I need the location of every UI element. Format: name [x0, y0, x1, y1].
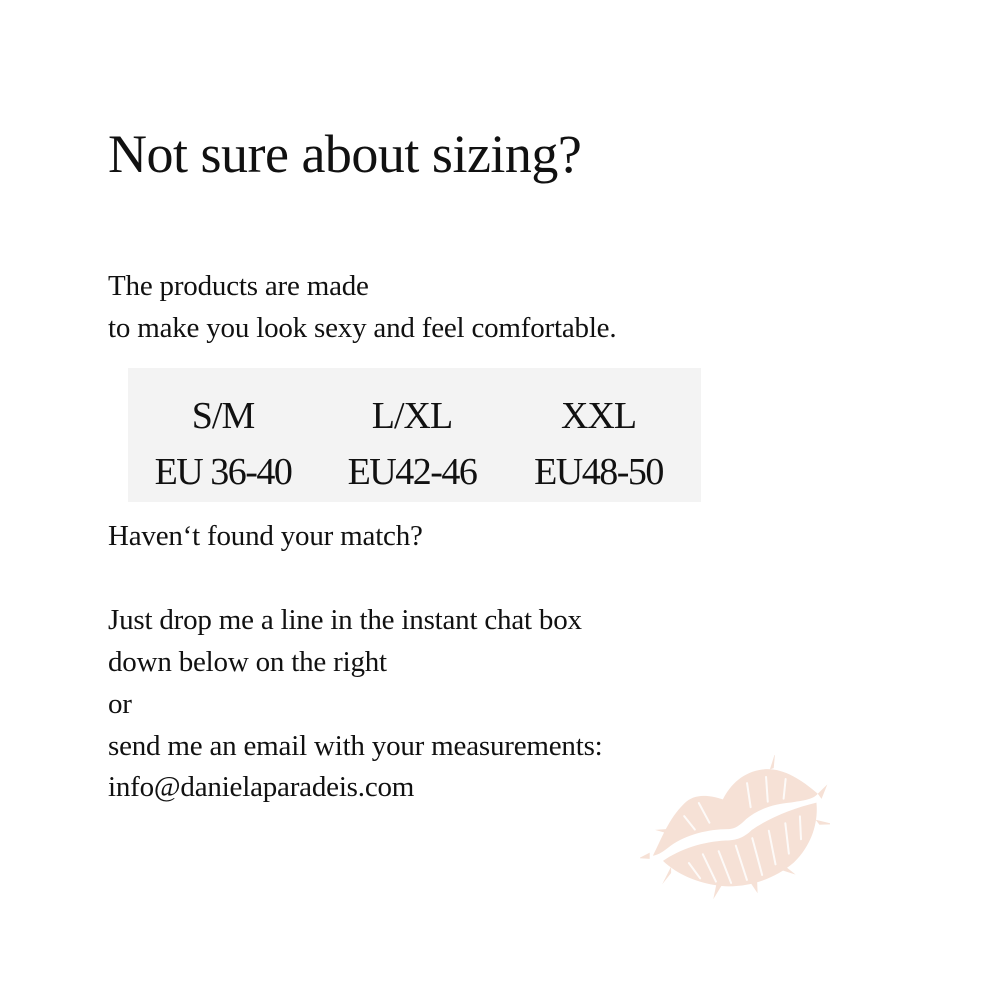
- size-column-lxl: [318, 368, 506, 502]
- contact-line-3: or: [108, 688, 132, 720]
- size-eu-range: EU42-46: [347, 451, 477, 493]
- size-column-sm: [128, 368, 318, 502]
- page-title: Not sure about sizing?: [108, 124, 582, 184]
- size-label: L/XL: [371, 395, 453, 437]
- size-label: XXL: [560, 395, 637, 437]
- size-table: [128, 368, 701, 502]
- size-label: S/M: [191, 395, 255, 437]
- contact-line-1: Just drop me a line in the instant chat box: [108, 604, 582, 636]
- contact-line-2: down below on the right: [108, 646, 387, 678]
- size-eu-range: EU48-50: [534, 451, 663, 493]
- intro-line-2: to make you look sexy and feel comfortable.: [108, 312, 617, 344]
- size-eu-range: EU 36-40: [154, 451, 292, 493]
- contact-line-4: send me an email with your measurements:: [108, 730, 603, 762]
- size-column-xxl: [506, 368, 691, 502]
- contact-email-link[interactable]: info@danielaparadeis.com: [108, 771, 415, 803]
- match-question: Haven‘t found your match?: [108, 520, 423, 552]
- intro-line-1: The products are made: [108, 270, 369, 302]
- lips-kiss-icon: [640, 755, 830, 900]
